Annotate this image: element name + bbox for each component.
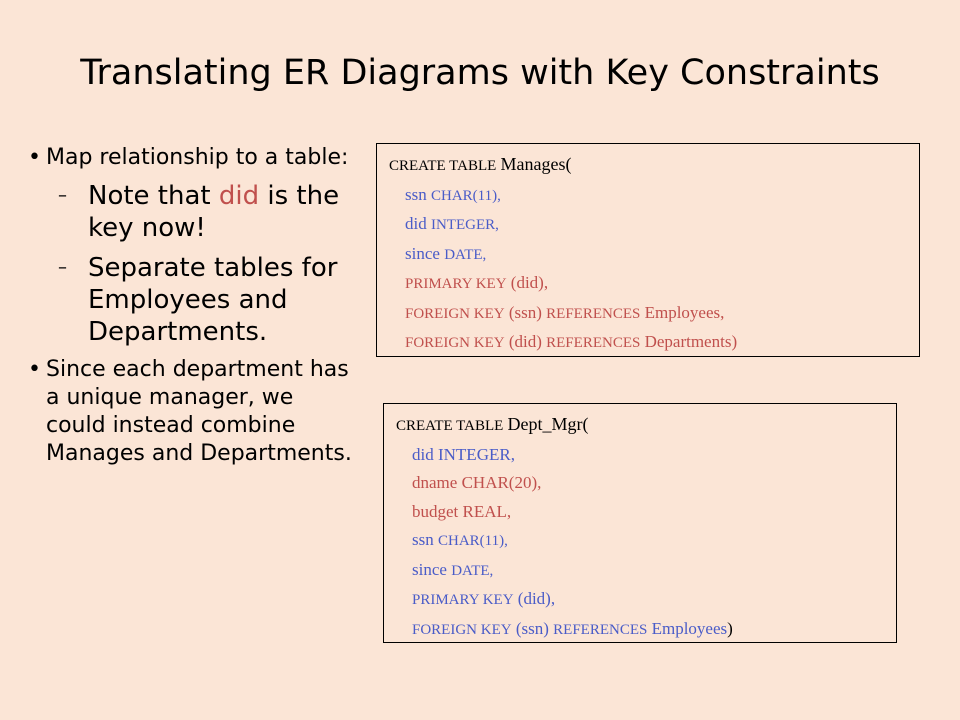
sql-keyword: REFERENCES [546, 305, 641, 322]
sql-line-foreign-key [389, 328, 919, 358]
sub-bullet-item [28, 180, 358, 244]
sql-column: since [412, 559, 447, 579]
sql-type: CHAR(11), [430, 187, 501, 204]
sql-column: ssn [405, 184, 427, 204]
sql-ref-table: Employees [651, 618, 728, 638]
sql-line-column [396, 526, 896, 556]
sql-line-column [389, 210, 919, 240]
bullet-list [28, 144, 358, 468]
sql-box-dept-mgr [383, 403, 897, 643]
sub-text: Separate tables for Employees and Departments. [88, 253, 338, 347]
sql-line-column [389, 181, 919, 211]
bullet-icon: • [28, 145, 41, 170]
sql-line-column [396, 469, 896, 498]
sql-type: CHAR(20), [461, 473, 542, 492]
sql-line-primary-key [396, 585, 896, 615]
sql-line-column [396, 556, 896, 586]
sql-keyword: PRIMARY KEY [412, 592, 514, 608]
sql-column: ssn [412, 530, 434, 549]
bullet-item [28, 144, 358, 172]
bullet-text: Since each department has a unique manager, we could instead combine Manages and Departments. [46, 357, 352, 466]
sql-column: did [405, 214, 427, 233]
sql-line-foreign-key [396, 615, 896, 645]
sql-line-foreign-key [389, 299, 919, 329]
dash-icon: – [58, 257, 67, 278]
sql-line-create [389, 150, 919, 181]
sql-keyword: REFERENCES [546, 335, 641, 351]
sql-type: INTEGER, [430, 217, 499, 233]
sql-close-paren: ) [727, 618, 733, 638]
sql-type: INTEGER, [437, 444, 515, 464]
sql-keyword: CREATE TABLE [389, 158, 497, 174]
sql-line-column [396, 441, 896, 470]
sql-keyword: PRIMARY KEY [405, 276, 507, 292]
sql-line-column [396, 498, 896, 527]
sql-type: DATE, [444, 246, 487, 263]
sql-keyword: FOREIGN KEY [405, 335, 505, 351]
bullet-text: Map relationship to a table: [46, 145, 349, 170]
sql-column: did [412, 444, 434, 464]
sql-close-paren: ) [731, 332, 738, 351]
sql-column: budget [412, 501, 459, 521]
sql-keyword: FOREIGN KEY [405, 305, 505, 322]
sql-column: (ssn) [508, 302, 542, 322]
highlight-did: did [218, 181, 260, 211]
slide-title: Translating ER Diagrams with Key Constraints [80, 53, 880, 93]
bullet-item [28, 356, 358, 468]
sql-line-column [389, 240, 919, 270]
sql-column: (did), [510, 273, 549, 292]
sql-ref-table: Employees, [644, 302, 725, 322]
sql-line-create [396, 410, 896, 441]
sql-column: (did), [517, 589, 556, 608]
sql-keyword: FOREIGN KEY [412, 621, 512, 638]
sql-keyword: CREATE TABLE [396, 418, 504, 434]
sub-bullet-item [28, 252, 358, 348]
sql-column: since [405, 243, 440, 263]
sql-type: REAL, [462, 501, 512, 521]
sub-text-pre: Note that [88, 181, 219, 211]
sql-line-primary-key [389, 269, 919, 299]
sub-text-post: is the key now! [88, 181, 340, 243]
sql-type: CHAR(11), [437, 533, 508, 549]
sql-table-name: Manages( [500, 154, 572, 174]
sql-keyword: REFERENCES [553, 621, 648, 638]
sql-table-name: Dept_Mgr( [507, 414, 589, 434]
sql-column: (did) [508, 332, 542, 351]
dash-icon: – [58, 185, 67, 206]
sql-type: DATE, [451, 562, 494, 579]
sql-column: dname [412, 473, 458, 492]
sql-box-manages [376, 143, 920, 357]
bullet-icon: • [28, 357, 41, 382]
sql-ref-table: Departments [644, 332, 732, 351]
sql-column: (ssn) [515, 618, 549, 638]
